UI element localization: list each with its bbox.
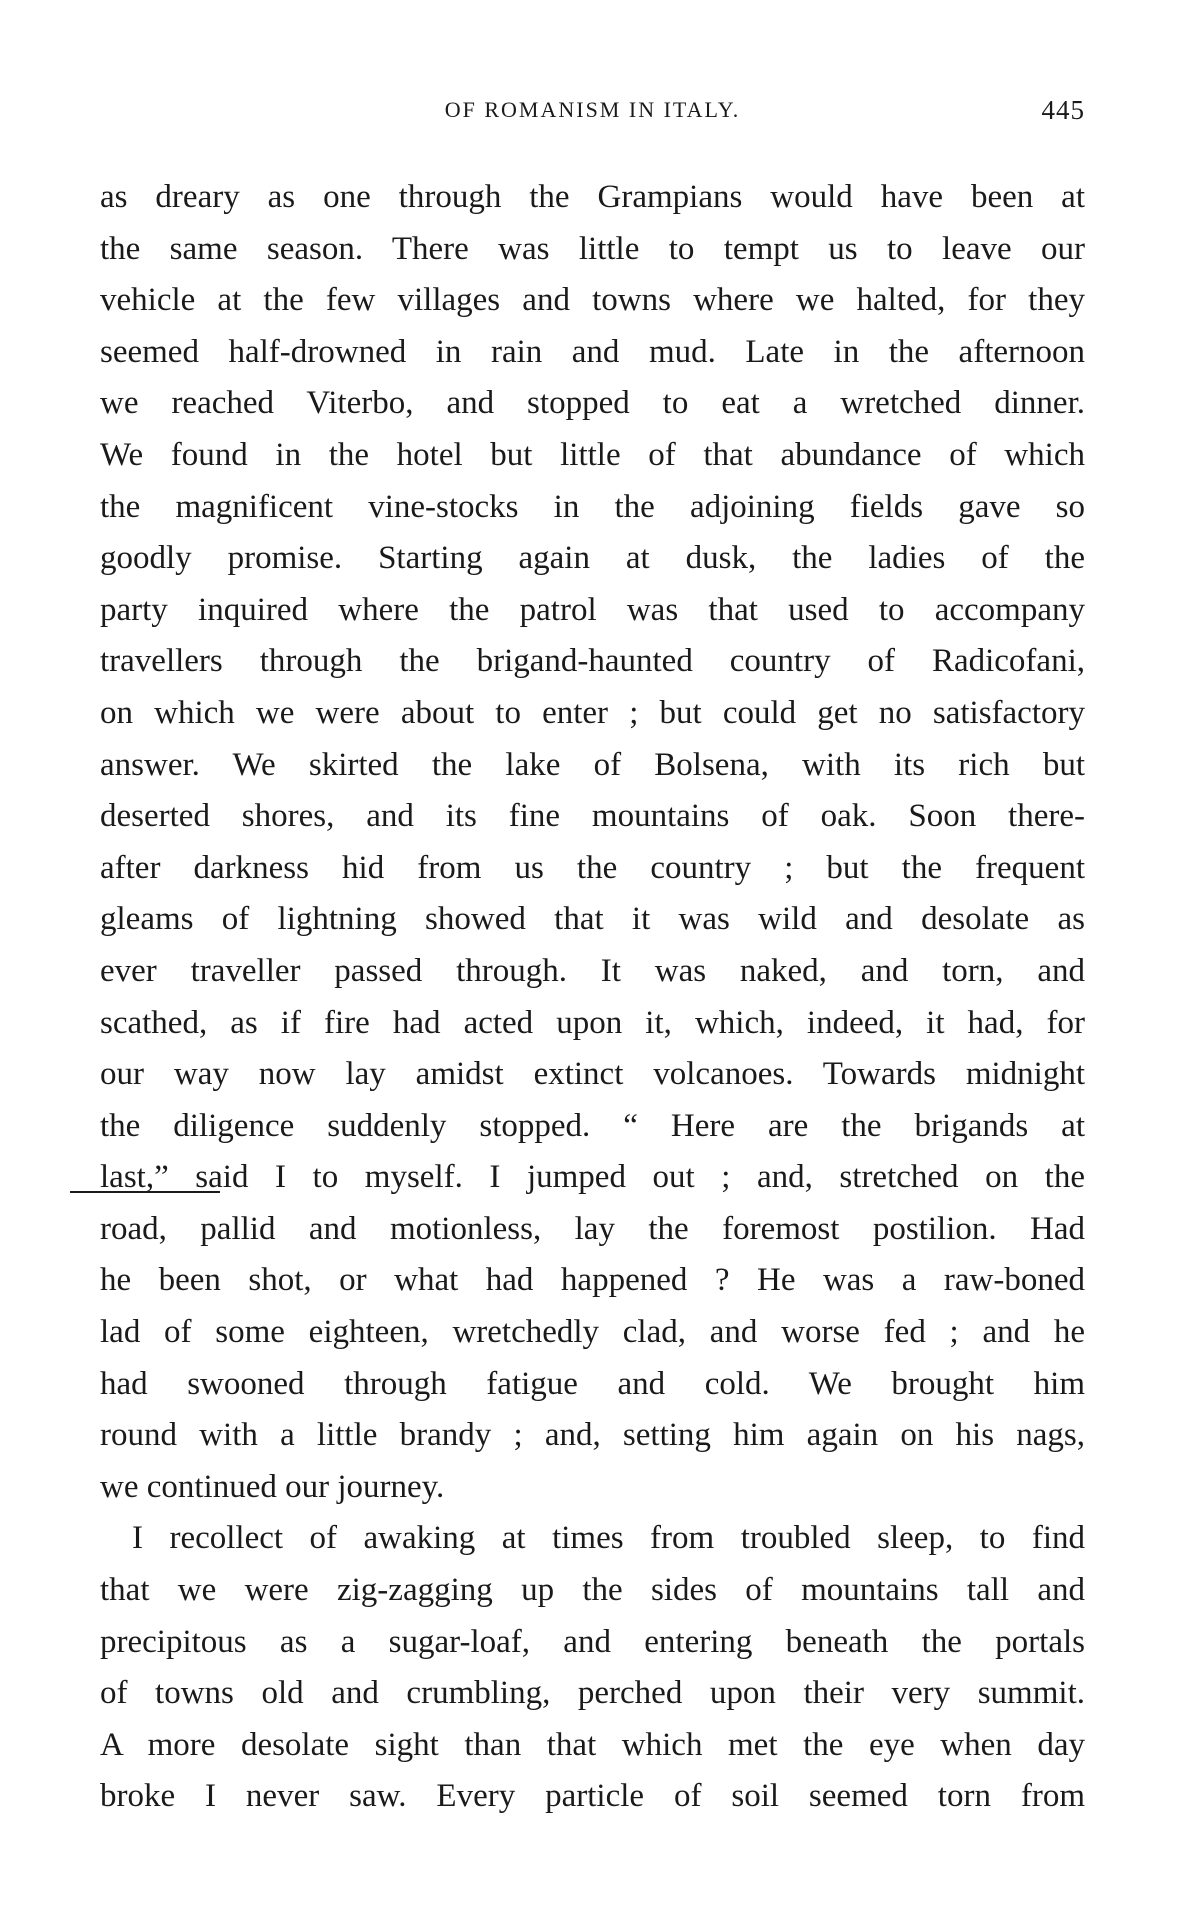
text-line: gleams of lightning showed that it was wild and desolate as [100,901,1085,938]
text-line: the diligence suddenly stopped. “ Here are the brigands at [100,1107,1085,1144]
text-line: travellers through the brigand-haunted country of Radicofani, [100,643,1085,680]
paragraph-1 [100,172,1085,1513]
text-line: precipitous as a sugar-loaf, and entering beneath the portals [100,1623,1085,1660]
running-head [100,93,1085,127]
text-line: that we were zig-zagging up the sides of mountains tall and [100,1572,1085,1609]
text-line: seemed half-drowned in rain and mud. Late in the afternoon [100,333,1085,370]
text-line: goodly promise. Starting again at dusk, the ladies of the [100,540,1085,577]
text-line: after darkness hid from us the country ; but the frequent [100,849,1085,886]
text-line: he been shot, or what had happened ? He was a raw-boned [100,1262,1085,1299]
text-line: deserted shores, and its fine mountains of oak. Soon there- [100,798,1085,835]
text-line: A more desolate sight than that which met the eye when day [100,1726,1085,1763]
text-line: round with a little brandy ; and, setting him again on his nags, [100,1417,1085,1454]
page-number: 445 [1041,95,1085,125]
text-line: broke I never saw. Every particle of soil seemed torn from [100,1778,1085,1815]
text-line: our way now lay amidst extinct volcanoes. Towards midnight [100,1056,1085,1093]
text-line: I recollect of awaking at times from troubled sleep, to find [132,1520,1085,1557]
text-line: scathed, as if fire had acted upon it, which, indeed, it had, for [100,1004,1085,1041]
text-line: ever traveller passed through. It was naked, and torn, and [100,952,1085,989]
text-line: last,” said I to myself. I jumped out ; and, stretched on the [100,1159,1085,1196]
text-line: of towns old and crumbling, perched upon their very summit. [100,1675,1085,1712]
text-line: on which we were about to enter ; but could get no satisfactory [100,694,1085,731]
text-line: had swooned through fatigue and cold. We brought him [100,1365,1085,1402]
text-line: road, pallid and motionless, lay the foremost postilion. Had [100,1210,1085,1247]
text-line: as dreary as one through the Grampians would have been at [100,179,1085,215]
running-head-title: OF ROMANISM IN ITALY. [444,97,741,122]
text-line: We found in the hotel but little of that abundance of which [100,436,1085,473]
text-line: the same season. There was little to tempt us to leave our [100,230,1085,267]
text-line: we reached Viterbo, and stopped to eat a wretched dinner. [100,385,1085,422]
text-line: party inquired where the patrol was that used to accompany [100,591,1085,628]
paragraph-2 [100,1513,1085,1823]
text-line: the magnificent vine-stocks in the adjoining fields gave so [100,488,1085,525]
text-body [100,172,1085,1823]
text-line: we continued our journey. [100,1468,445,1505]
text-line: vehicle at the few villages and towns where we halted, for they [100,282,1085,319]
text-line: lad of some eighteen, wretchedly clad, and worse fed ; and he [100,1314,1085,1351]
text-line: answer. We skirted the lake of Bolsena, with its rich but [100,746,1085,783]
